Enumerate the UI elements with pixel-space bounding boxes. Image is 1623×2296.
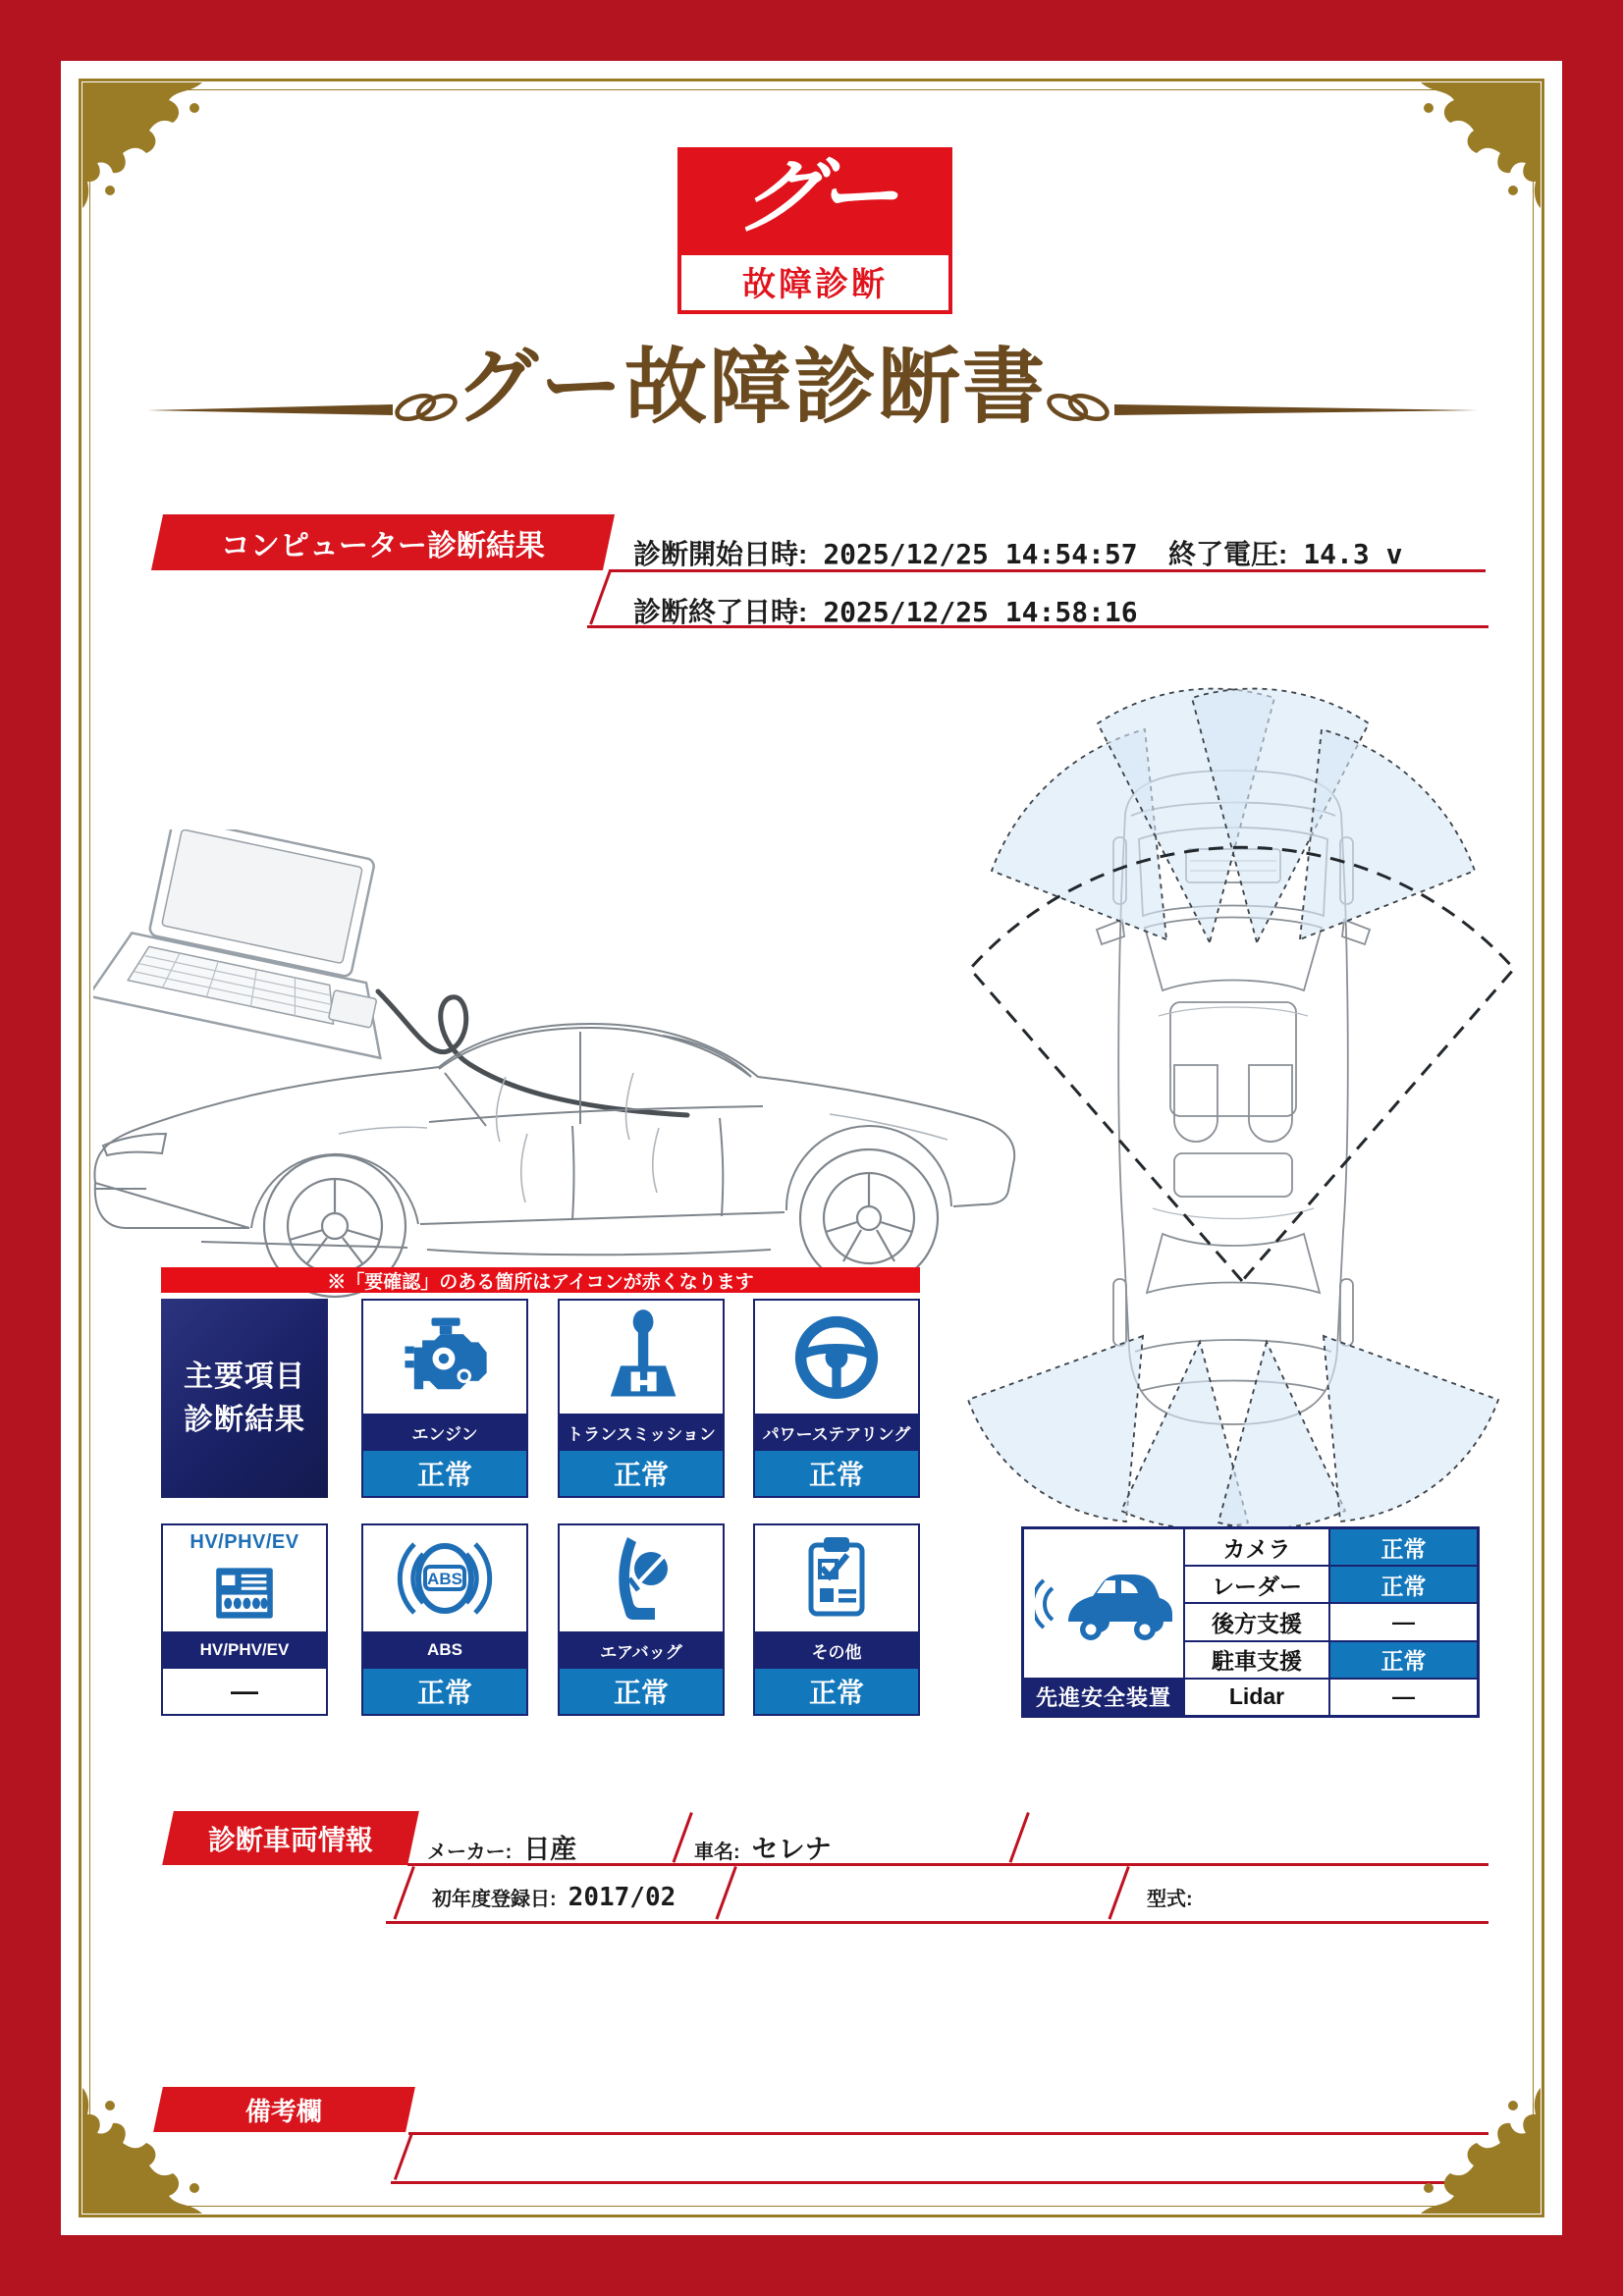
safety-row-name: カメラ: [1185, 1529, 1330, 1565]
card-status: 正常: [755, 1669, 918, 1714]
card-status: 正常: [755, 1451, 918, 1496]
card-status: 正常: [363, 1451, 526, 1496]
vehicle-registration-value: 2017/02: [568, 1883, 676, 1912]
card-status: 正常: [560, 1669, 723, 1714]
page-title: グー故障診断書: [455, 341, 1048, 433]
vehicle-info-section-label: 診断車両情報: [207, 1824, 373, 1855]
corner-ornament-icon: [1399, 79, 1544, 224]
diagnosis-end-value: 2025/12/25 14:58:16: [823, 596, 1138, 628]
vehicle-maker-label: メーカー:: [427, 1842, 513, 1863]
card-label: ABS: [363, 1631, 526, 1669]
safety-row-name: Lidar: [1185, 1680, 1330, 1715]
abs-icon-text: ABS: [427, 1570, 462, 1588]
gold-frame-inner: [89, 89, 1534, 2207]
corner-ornament-icon: [79, 79, 224, 224]
corner-ornament-icon: [79, 2072, 224, 2217]
advanced-safety-label: 先進安全装置: [1024, 1678, 1183, 1715]
card-status: 正常: [363, 1669, 526, 1714]
card-label: エンジン: [363, 1414, 526, 1451]
card-label: トランスミッション: [560, 1414, 723, 1451]
goo-logo-symbol: グー: [733, 150, 897, 242]
safety-row-status: 正常: [1330, 1642, 1477, 1678]
end-voltage-label: 終了電圧:: [1168, 539, 1288, 569]
card-label: パワーステアリング: [755, 1414, 918, 1451]
end-voltage-value: 14.3 v: [1303, 538, 1403, 570]
diagnosis-end-label: 診断終了日時:: [633, 597, 808, 627]
safety-row-status: —: [1330, 1680, 1477, 1715]
main-results-header-line2: 診断結果: [184, 1403, 305, 1436]
card-label: エアバッグ: [560, 1631, 723, 1669]
card-label: HV/PHV/EV: [163, 1631, 326, 1669]
safety-row-name: 駐車支援: [1185, 1642, 1330, 1678]
safety-row-status: 正常: [1330, 1529, 1477, 1565]
diagnosis-start-label: 診断開始日時:: [633, 539, 808, 569]
card-status: 正常: [560, 1451, 723, 1496]
safety-row-status: —: [1330, 1604, 1477, 1639]
computer-diagnosis-section-label: コンピューター診断結果: [221, 529, 545, 562]
corner-ornament-icon: [1399, 2072, 1544, 2217]
note-banner: ※「要確認」のある箇所はアイコンが赤くなります: [161, 1267, 920, 1293]
vehicle-registration-label: 初年度登録日:: [432, 1889, 557, 1910]
card-status: —: [163, 1669, 326, 1714]
hv-card-header: HV/PHV/EV: [189, 1531, 299, 1553]
vehicle-name-label: 車名:: [694, 1842, 740, 1863]
vehicle-maker-value: 日産: [523, 1835, 577, 1864]
safety-row-name: 後方支援: [1185, 1604, 1330, 1639]
safety-row-name: レーダー: [1185, 1567, 1330, 1602]
vehicle-model-label: 型式:: [1147, 1889, 1193, 1910]
remarks-section-label: 備考欄: [245, 2096, 323, 2126]
card-label: その他: [755, 1631, 918, 1669]
main-results-header-line1: 主要項目: [184, 1361, 305, 1393]
diagnosis-start-value: 2025/12/25 14:54:57: [823, 538, 1138, 570]
vehicle-name-value: セレナ: [751, 1835, 832, 1864]
goo-logo-caption: 故障診断: [742, 265, 888, 303]
safety-row-status: 正常: [1330, 1567, 1477, 1602]
